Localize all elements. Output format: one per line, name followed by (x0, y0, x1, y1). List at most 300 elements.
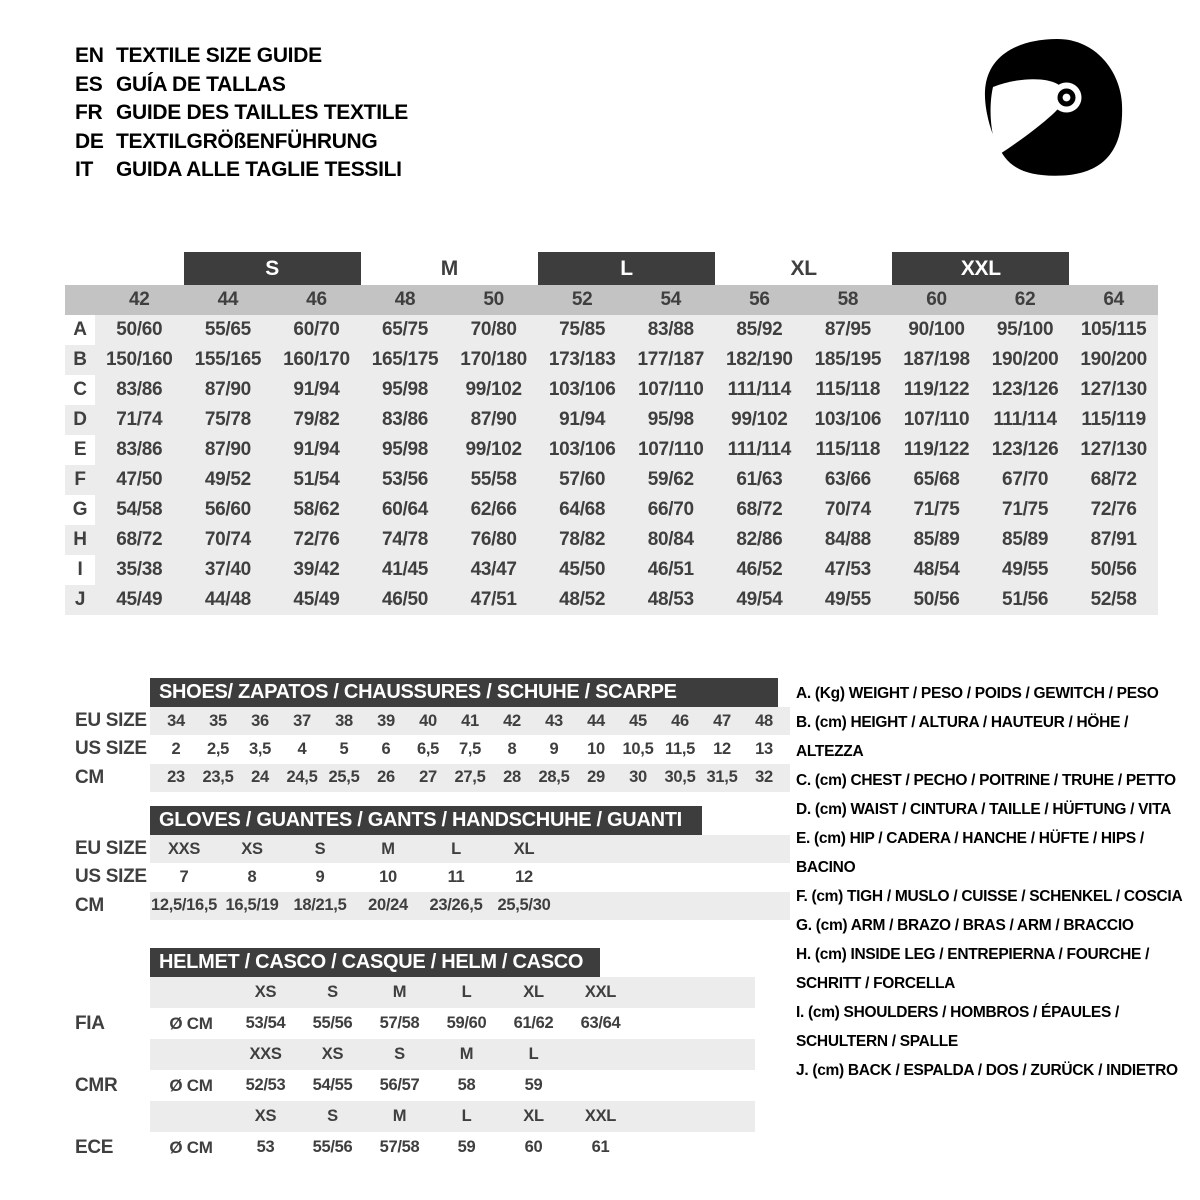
table-cell: 103/106 (548, 439, 616, 460)
table-cell: 111/114 (727, 439, 792, 460)
table-cell: 83/88 (647, 319, 694, 340)
table-cell: 37 (293, 711, 311, 730)
table-cell: 59 (524, 1076, 543, 1094)
table-cell: 46 (671, 711, 689, 730)
table-cell: 37/40 (204, 559, 251, 580)
table-cell: 74/78 (382, 529, 429, 550)
table-cell: 12 (713, 739, 731, 758)
table-cell: 48 (755, 711, 773, 730)
table-cell: 55/58 (470, 469, 517, 490)
table-cell: 46/52 (736, 559, 783, 580)
row-values (95, 465, 1158, 495)
table-cell: 87/90 (204, 439, 251, 460)
table-cell: 62/66 (470, 499, 517, 520)
table-cell: 150/160 (105, 349, 173, 370)
table-cell: 60/64 (382, 499, 429, 520)
row-values (95, 555, 1158, 585)
table-cell: 83/86 (116, 439, 163, 460)
table-cell: 87/90 (470, 409, 517, 430)
table-cell: 115/118 (815, 439, 881, 460)
table-cell: 34 (167, 711, 185, 730)
table-cell: 9 (315, 867, 325, 886)
table-cell: 103/106 (548, 379, 616, 400)
row-label: EU SIZE (75, 710, 147, 732)
row-letter: H (73, 529, 87, 550)
table-cell: 60 (524, 1138, 543, 1156)
row-values (95, 345, 1158, 375)
table-cell: 48/53 (647, 589, 694, 610)
row-letter: G (72, 499, 88, 520)
guide-title: TEXTILE SIZE GUIDE (116, 44, 322, 68)
table-cell: 55/56 (312, 1014, 353, 1032)
size-table-row (65, 525, 1158, 555)
table-cell: 53/54 (245, 1014, 286, 1032)
table-cell: 65/68 (913, 469, 960, 490)
table-cell: 60 (926, 289, 947, 310)
table-cell: L (461, 983, 472, 1001)
table-cell: 72/76 (1090, 499, 1137, 520)
row-label-spacer (65, 977, 150, 1008)
table-cell: 3,5 (248, 739, 272, 758)
size-table-row (65, 345, 1158, 375)
table-cell: 56/57 (379, 1076, 420, 1094)
table-cell: 187/198 (903, 349, 970, 370)
row-label: US SIZE (75, 738, 147, 760)
table-cell: L (451, 839, 461, 858)
table-cell: 6 (381, 739, 391, 758)
language-code: ES (75, 72, 103, 96)
table-cell: 82/86 (736, 529, 783, 550)
table-cell: 40 (419, 711, 437, 730)
size-table-row (65, 555, 1158, 585)
table-cell: XXL (584, 983, 617, 1001)
table-cell: 43 (545, 711, 563, 730)
corner-spacer (65, 285, 95, 315)
row-letter: A (73, 319, 87, 340)
table-cell: 127/130 (1080, 379, 1147, 400)
table-cell: 63/64 (580, 1014, 621, 1032)
table-cell: 23/26,5 (429, 896, 483, 915)
table-cell: 182/190 (726, 349, 793, 370)
table-cell: 80/84 (647, 529, 694, 550)
guide-title: GUÍA DE TALLAS (116, 72, 286, 96)
table-cell: 91/94 (293, 379, 340, 400)
legend-item: G. (cm) ARM / BRAZO / BRAS / ARM / BRACCIO (796, 917, 1134, 934)
table-cell: 119/122 (903, 379, 970, 400)
row-values (150, 707, 790, 735)
table-cell: 58 (457, 1076, 476, 1094)
cert-label: FIA (75, 1012, 105, 1034)
row-label: EU SIZE (75, 838, 147, 860)
table-cell: 87/91 (1090, 529, 1137, 550)
table-cell: 47/50 (116, 469, 163, 490)
table-cell: XXS (167, 839, 201, 858)
table-cell: 49/55 (1002, 559, 1049, 580)
measurement-legend (796, 679, 1198, 1085)
legend-item: B. (cm) HEIGHT / ALTURA / HAUTEUR / HÖHE / ALTEZZA (796, 714, 1129, 760)
language-title-block (75, 42, 408, 185)
table-cell: 47/51 (470, 589, 517, 610)
legend-item: A. (Kg) WEIGHT / PESO / POIDS / GEWITCH / PESO (796, 685, 1159, 702)
size-table-row (65, 315, 1158, 345)
row-values (95, 315, 1158, 345)
legend-item: F. (cm) TIGH / MUSLO / CUISSE / SCHENKEL / COSCIA (796, 888, 1183, 905)
table-cell: 30 (629, 768, 647, 787)
table-cell: M (381, 839, 395, 858)
language-code: IT (75, 158, 94, 182)
table-cell: 85/89 (1002, 529, 1049, 550)
table-cell: 35 (209, 711, 227, 730)
table-cell: 52/58 (1090, 589, 1137, 610)
table-cell: 58/62 (293, 499, 340, 520)
table-cell: 23,5 (202, 768, 234, 787)
size-labels (232, 1101, 634, 1132)
table-cell: 50 (483, 289, 504, 310)
euro-size-cells (95, 285, 1158, 315)
table-cell: 36 (251, 711, 269, 730)
size-labels (232, 977, 634, 1008)
table-cell: XL (523, 1107, 544, 1125)
table-cell: 32 (755, 768, 773, 787)
values-area (150, 1070, 755, 1101)
table-cell: 53/56 (382, 469, 429, 490)
table-cell: 10,5 (622, 739, 654, 758)
table-cell: 27 (419, 768, 437, 787)
legend-item: E. (cm) HIP / CADERA / HANCHE / HÜFTE / HIPS / BACINO (796, 830, 1144, 876)
diameter-label: Ø CM (169, 1013, 213, 1033)
row-letter: D (73, 409, 87, 430)
table-cell: 8 (247, 867, 257, 886)
table-cell: 64/68 (559, 499, 606, 520)
row-values (95, 375, 1158, 405)
table-cell: 7 (179, 867, 189, 886)
table-cell: 11 (447, 867, 465, 886)
table-cell: 42 (503, 711, 521, 730)
size-table-body (65, 315, 1158, 615)
table-cell: 84/88 (824, 529, 871, 550)
table-cell: 65/75 (382, 319, 429, 340)
racing-helmet-icon (972, 30, 1137, 195)
table-cell: 45/49 (116, 589, 163, 610)
table-cell: 47/53 (824, 559, 871, 580)
language-code: DE (75, 129, 104, 153)
table-cell: 70/74 (204, 529, 251, 550)
row-values (150, 835, 790, 863)
table-cell: 85/92 (736, 319, 783, 340)
table-cell: 91/94 (559, 409, 606, 430)
table-cell: 48 (394, 289, 416, 310)
table-cell: 95/98 (382, 379, 429, 400)
size-band-s: S (184, 252, 361, 285)
table-cell: XL (523, 983, 544, 1001)
row-label-spacer (65, 1101, 150, 1132)
table-cell: 59/60 (446, 1014, 487, 1032)
table-cell: 2 (171, 739, 181, 758)
size-labels (232, 1039, 567, 1070)
table-cell: 119/122 (903, 439, 970, 460)
row-values (150, 764, 790, 792)
table-cell: M (459, 1045, 474, 1063)
table-cell: 63/66 (824, 469, 871, 490)
table-cell: 71/75 (1002, 499, 1049, 520)
row-letter: E (73, 439, 87, 460)
size-values (232, 1070, 567, 1101)
table-cell: 25,5 (328, 768, 360, 787)
table-cell: 39 (377, 711, 395, 730)
table-cell: 190/200 (1080, 349, 1147, 370)
table-cell: 79/82 (293, 409, 340, 430)
table-cell: 12,5/16,5 (150, 896, 218, 915)
row-values (95, 405, 1158, 435)
table-cell: 55/65 (204, 319, 251, 340)
table-cell: 62 (1014, 289, 1036, 310)
table-cell: 54 (660, 289, 682, 310)
table-cell: 41/45 (382, 559, 429, 580)
table-cell: 9 (549, 739, 559, 758)
table-cell: 68/72 (116, 529, 163, 550)
row-values (150, 863, 790, 891)
helmet-cert-group (65, 1101, 1175, 1163)
sizes-area (150, 1101, 755, 1132)
table-cell: 49/54 (736, 589, 783, 610)
table-cell: 56/60 (204, 499, 251, 520)
table-cell: 48/52 (559, 589, 606, 610)
diameter-label: Ø CM (169, 1075, 213, 1095)
table-cell: 45 (629, 711, 647, 730)
table-cell: 50/56 (1090, 559, 1137, 580)
table-cell: 87/90 (204, 379, 251, 400)
table-cell: S (394, 1045, 405, 1063)
table-cell: 44 (217, 289, 239, 310)
table-cell: 60/70 (293, 319, 340, 340)
table-cell: 20/24 (368, 896, 408, 915)
size-table-row (65, 465, 1158, 495)
row-label-spacer (65, 1039, 150, 1070)
table-cell: 64 (1103, 289, 1124, 310)
table-cell: 38 (335, 711, 353, 730)
table-cell: 95/98 (382, 439, 429, 460)
row-letter: I (77, 559, 83, 580)
table-cell: 67/70 (1002, 469, 1049, 490)
legend-item: I. (cm) SHOULDERS / HOMBROS / ÉPAULES / SCHULTERN / SPALLE (796, 1004, 1120, 1050)
table-cell: 68/72 (736, 499, 783, 520)
table-cell: 56 (749, 289, 770, 310)
table-cell: 115/119 (1081, 409, 1146, 430)
table-cell: 59/62 (647, 469, 694, 490)
table-cell: 16,5/19 (225, 896, 279, 915)
table-cell: 75/78 (204, 409, 251, 430)
table-cell: 5 (339, 739, 349, 758)
table-cell: 72/76 (293, 529, 340, 550)
table-cell: 103/106 (814, 409, 882, 430)
table-cell: 123/126 (991, 439, 1059, 460)
table-cell: S (327, 983, 338, 1001)
table-cell: 87/95 (824, 319, 871, 340)
size-band-row (65, 252, 1158, 285)
table-cell: 170/180 (460, 349, 527, 370)
table-cell: 58 (837, 289, 859, 310)
size-table-row (65, 435, 1158, 465)
row-values (150, 892, 790, 920)
sizes-area (150, 977, 755, 1008)
table-cell: 13 (755, 739, 773, 758)
legend-item: H. (cm) INSIDE LEG / ENTREPIERNA / FOURCHE / SCHRITT / FORCELLA (796, 946, 1150, 992)
row-label: CM (75, 766, 104, 788)
table-cell: 111/114 (727, 379, 792, 400)
table-cell: 127/130 (1080, 439, 1147, 460)
table-cell: 185/195 (814, 349, 882, 370)
table-cell: M (392, 983, 407, 1001)
table-cell: 107/110 (637, 439, 704, 460)
helmet-sizes-row (65, 1101, 1175, 1132)
table-cell: 53 (256, 1138, 275, 1156)
table-cell: 95/100 (996, 319, 1054, 340)
table-cell: 49/55 (824, 589, 871, 610)
table-cell: 57/58 (379, 1014, 420, 1032)
table-cell: 44 (587, 711, 605, 730)
table-cell: 18/21,5 (293, 896, 347, 915)
table-cell: S (327, 1107, 338, 1125)
table-cell: 46 (306, 289, 327, 310)
table-cell: 51/54 (293, 469, 340, 490)
row-label: CM (75, 894, 104, 916)
table-cell: 47 (713, 711, 731, 730)
row-values (95, 525, 1158, 555)
row-values (95, 495, 1158, 525)
helmet-header-bar: HELMET / CASCO / CASQUE / HELM / CASCO (150, 948, 600, 977)
table-cell: 123/126 (991, 379, 1059, 400)
size-values (232, 1132, 634, 1163)
table-cell: 45/50 (559, 559, 606, 580)
table-cell: S (314, 839, 326, 858)
table-cell: 25,5/30 (497, 896, 551, 915)
table-cell: 52 (571, 289, 593, 310)
row-label: US SIZE (75, 866, 147, 888)
language-row (75, 42, 408, 71)
table-cell: XXS (249, 1045, 282, 1063)
gloves-header-bar: GLOVES / GUANTES / GANTS / HANDSCHUHE / GUANTI (150, 806, 702, 835)
size-table-row (65, 375, 1158, 405)
guide-title: TEXTILGRÖßENFÜHRUNG (116, 129, 378, 153)
table-cell: 190/200 (991, 349, 1059, 370)
table-cell: 99/102 (731, 409, 788, 430)
table-cell: 55/56 (312, 1138, 353, 1156)
table-cell: 39/42 (293, 559, 340, 580)
guide-title: GUIDA ALLE TAGLIE TESSILI (116, 158, 402, 182)
guide-title: GUIDE DES TAILLES TEXTILE (116, 101, 408, 125)
sizes-area (150, 1039, 755, 1070)
table-cell: 44/48 (204, 589, 251, 610)
language-row (75, 71, 408, 100)
shoes-header-bar: SHOES/ ZAPATOS / CHAUSSURES / SCHUHE / SCARPE (150, 678, 778, 707)
table-cell: 41 (461, 711, 479, 730)
textile-size-table (65, 252, 1158, 615)
table-cell: 59 (457, 1138, 476, 1156)
language-code: FR (75, 101, 103, 125)
size-band-l: L (538, 252, 715, 285)
cert-label: CMR (75, 1074, 118, 1096)
table-cell: 51/56 (1002, 589, 1049, 610)
table-cell: 52/53 (245, 1076, 286, 1094)
table-cell: 11,5 (664, 739, 695, 758)
table-cell: 68/72 (1090, 469, 1137, 490)
row-values (150, 735, 790, 763)
diameter-label: Ø CM (169, 1137, 213, 1157)
table-cell: 78/82 (559, 529, 606, 550)
table-cell: 6,5 (416, 739, 440, 758)
table-cell: 99/102 (465, 379, 522, 400)
table-cell: 95/98 (647, 409, 694, 430)
table-cell: 155/165 (194, 349, 262, 370)
table-cell: 50/60 (116, 319, 163, 340)
language-code: EN (75, 44, 104, 68)
row-letter: J (74, 589, 86, 610)
table-cell: XS (254, 1107, 277, 1125)
table-cell: 83/86 (116, 379, 163, 400)
table-cell: 8 (507, 739, 517, 758)
table-cell: 2,5 (206, 739, 230, 758)
row-letter: B (73, 349, 87, 370)
table-cell: 61/63 (736, 469, 783, 490)
table-cell: 61 (591, 1138, 610, 1156)
table-cell: 35/38 (116, 559, 163, 580)
table-cell: 71/75 (913, 499, 960, 520)
table-cell: 173/183 (548, 349, 616, 370)
legend-item: D. (cm) WAIST / CINTURA / TAILLE / HÜFTUNG / VITA (796, 801, 1172, 818)
table-cell: 115/118 (815, 379, 881, 400)
table-cell: 70/80 (470, 319, 517, 340)
table-cell: 27,5 (454, 768, 486, 787)
size-band-m: M (440, 256, 458, 280)
table-cell: 105/115 (1080, 319, 1147, 340)
row-values (95, 585, 1158, 615)
row-values (95, 435, 1158, 465)
language-row (75, 99, 408, 128)
table-cell: 43/47 (470, 559, 517, 580)
size-table-row (65, 405, 1158, 435)
table-cell: 90/100 (908, 319, 965, 340)
table-cell: 31,5 (706, 768, 738, 787)
table-cell: 66/70 (647, 499, 694, 520)
table-cell: XL (513, 839, 535, 858)
table-cell: 54/55 (312, 1076, 353, 1094)
table-cell: XS (241, 839, 263, 858)
table-cell: 99/102 (465, 439, 522, 460)
language-row (75, 128, 408, 157)
table-cell: 42 (129, 289, 150, 310)
table-cell: XS (321, 1045, 344, 1063)
table-cell: 83/86 (382, 409, 429, 430)
table-cell: 26 (377, 768, 395, 787)
table-cell: 46/51 (647, 559, 694, 580)
euro-size-header-row (65, 285, 1158, 315)
table-cell: 61/62 (513, 1014, 554, 1032)
values-area (150, 1132, 755, 1163)
table-cell: 24 (251, 768, 269, 787)
table-cell: 28,5 (538, 768, 570, 787)
size-table-row (65, 585, 1158, 615)
table-cell: 10 (587, 739, 605, 758)
table-cell: 12 (515, 867, 533, 886)
table-cell: M (392, 1107, 407, 1125)
table-cell: 107/110 (637, 379, 704, 400)
table-cell: 29 (587, 768, 605, 787)
table-cell: 165/175 (371, 349, 439, 370)
language-row (75, 156, 408, 185)
table-cell: 91/94 (293, 439, 340, 460)
table-cell: 48/54 (913, 559, 960, 580)
legend-item: C. (cm) CHEST / PECHO / POITRINE / TRUHE / PETTO (796, 772, 1176, 789)
